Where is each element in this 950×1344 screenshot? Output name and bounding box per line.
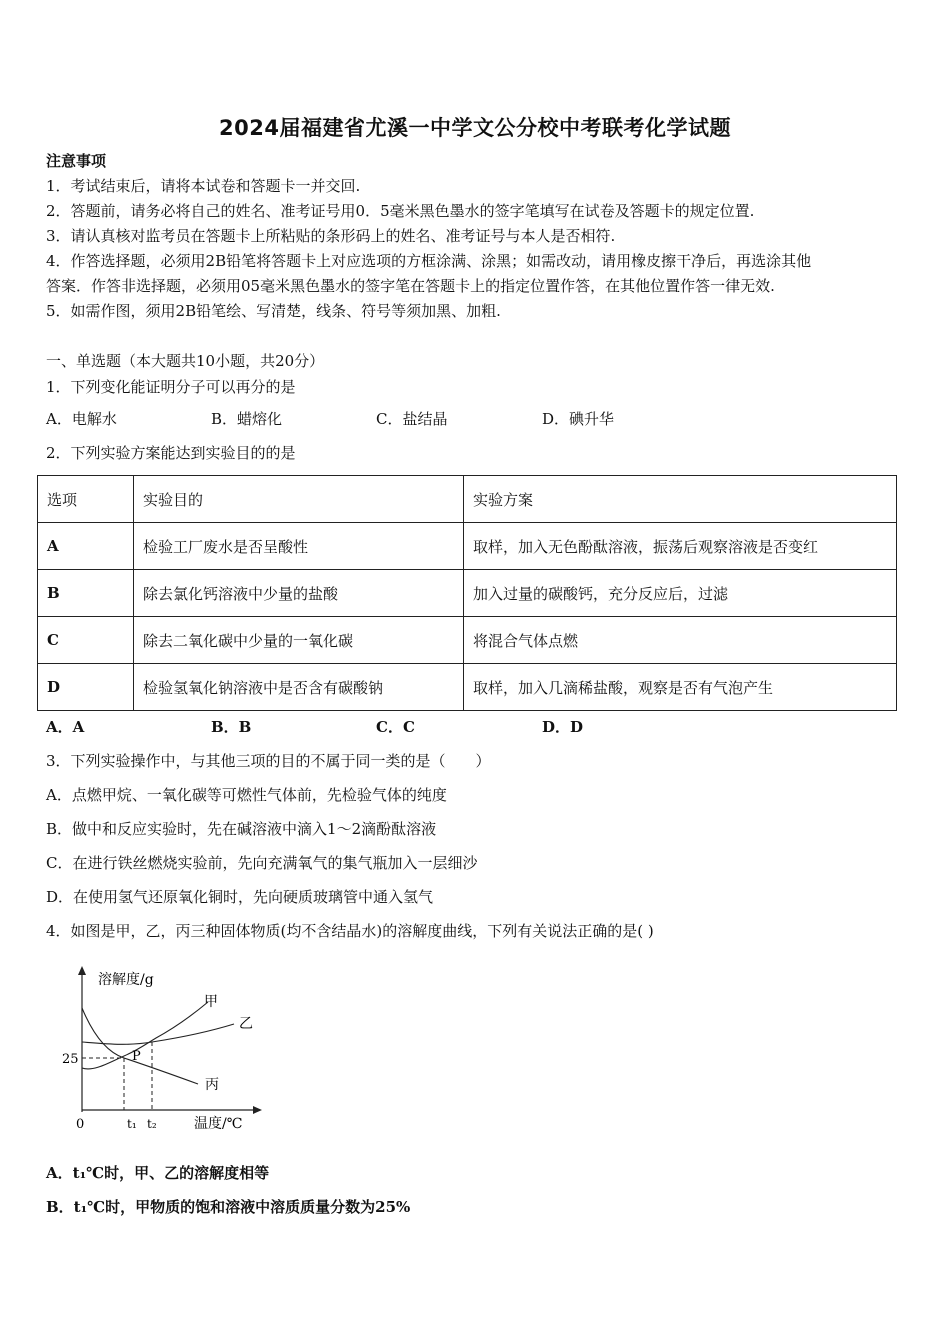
t2-label: t₂ [147,1117,157,1131]
row-purpose: 检验氢氧化钠溶液中是否含有碳酸钠 [134,664,464,711]
option-b[interactable]: B．做中和反应实验时，先在碱溶液中滴入1～2滴酚酞溶液 [46,820,437,838]
row-label: D [38,664,134,711]
option-d[interactable]: D．碘升华 [542,410,615,428]
option-c[interactable]: C．在进行铁丝燃烧实验前，先向充满氧气的集气瓶加入一层细沙 [46,854,478,872]
table-row [38,523,897,570]
question-4-stem: 4．如图是甲，乙，丙三种固体物质(均不含结晶水)的溶解度曲线，下列有关说法正确的是( ) [46,922,654,940]
curve-yi [82,1024,234,1044]
row-purpose: 除去二氧化碳中少量的一氧化碳 [134,617,464,664]
x-axis-arrow [253,1106,262,1114]
table-row [38,570,897,617]
notice-item: 1．考试结束后，请将本试卷和答题卡一并交回. [46,177,361,195]
notice-heading: 注意事项 [46,152,107,170]
exam-title: 2024届福建省尤溪一中学文公分校中考联考化学试题 [219,116,731,140]
header-option: 选项 [38,476,134,523]
t1-label: t₁ [127,1117,137,1131]
question-1-stem: 1．下列变化能证明分子可以再分的是 [46,378,296,396]
point-p-label: P [132,1049,141,1064]
curve-label-jia: 甲 [204,994,218,1010]
curve-label-bing: 丙 [205,1077,219,1093]
table-row [38,617,897,664]
y-axis-arrow [78,966,86,975]
notice-item: 答案．作答非选择题，必须用05毫米黑色墨水的签字笔在答题卡上的指定位置作答，在其他位置作答一律无效. [46,277,775,295]
row-purpose: 除去氯化钙溶液中少量的盐酸 [134,570,464,617]
question-3-stem: 3．下列实验操作中，与其他三项的目的不属于同一类的是（ ） [46,752,491,770]
row-plan: 将混合气体点燃 [464,617,897,664]
notice-item: 4．作答选择题，必须用2B铅笔将答题卡上对应选项的方框涂满、涂黑；如需改动，请用橡皮擦干净后，再选涂其他 [46,252,812,270]
section-heading: 一、单选题（本大题共10小题，共20分） [46,352,325,370]
option-b[interactable]: B．蜡熔化 [211,410,283,428]
table-row [38,664,897,711]
notice-item: 3．请认真核对监考员在答题卡上所粘贴的条形码上的姓名、准考证号与本人是否相符. [46,227,616,245]
row-label: B [38,570,134,617]
option-d[interactable]: D．在使用氢气还原氧化铜时，先向硬质玻璃管中通入氢气 [46,888,434,906]
origin-label: 0 [76,1117,85,1132]
option-a[interactable]: A．点燃甲烷、一氧化碳等可燃性气体前，先检验气体的纯度 [46,786,447,804]
question-2-stem: 2．下列实验方案能达到实验目的的是 [46,444,296,462]
row-label: A [38,523,134,570]
header-purpose: 实验目的 [134,476,464,523]
row-plan: 加入过量的碳酸钙，充分反应后，过滤 [464,570,897,617]
x-axis-label: 温度/℃ [194,1116,243,1132]
curve-bing [82,1008,198,1084]
row-label: C [38,617,134,664]
option-c[interactable]: C．C [376,718,415,736]
header-plan: 实验方案 [464,476,897,523]
ytick-label: 25 [62,1052,79,1067]
notice-item: 2．答题前，请务必将自己的姓名、准考证号用0．5毫米黑色墨水的签字笔填写在试卷及答题卡的规定位置. [46,202,755,220]
y-axis-label: 溶解度/g [98,972,154,988]
option-d[interactable]: D．D [542,718,584,736]
option-c[interactable]: C．盐结晶 [376,410,448,428]
experiment-table [37,475,897,711]
row-plan: 取样，加入无色酚酞溶液，振荡后观察溶液是否变红 [464,523,897,570]
option-a[interactable]: A．t₁℃时，甲、乙的溶解度相等 [46,1164,270,1182]
option-b[interactable]: B．t₁℃时，甲物质的饱和溶液中溶质质量分数为25% [46,1198,411,1216]
notice-item: 5．如需作图，须用2B铅笔绘、写清楚，线条、符号等须加黑、加粗. [46,302,501,320]
option-b[interactable]: B．B [211,718,252,736]
row-purpose: 检验工厂废水是否呈酸性 [134,523,464,570]
option-a[interactable]: A．电解水 [46,410,117,428]
table-header-row [38,476,897,523]
option-a[interactable]: A．A [46,718,85,736]
solubility-curve-graph [58,962,278,1137]
curve-label-yi: 乙 [239,1016,253,1032]
row-plan: 取样，加入几滴稀盐酸，观察是否有气泡产生 [464,664,897,711]
